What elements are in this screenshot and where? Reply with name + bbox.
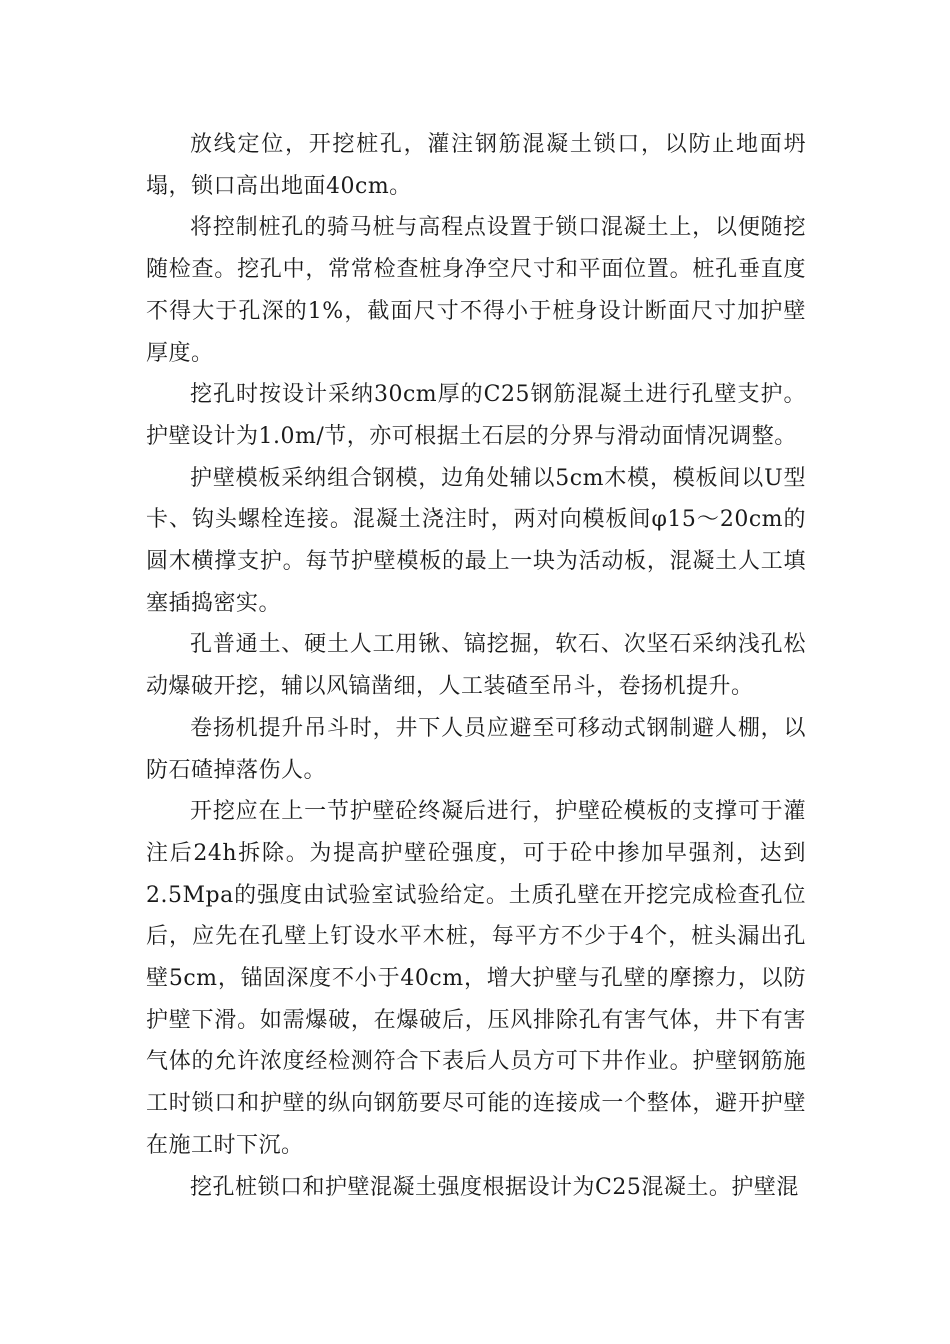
document-page (146, 124, 806, 1208)
paragraph-2: 将控制桩孔的骑马桩与高程点设置于锁口混凝土上，以便随挖随检查。挖孔中，常常检查桩身净空尺寸和平面位置。桩孔垂直度不得大于孔深的1%，截面尺寸不得小于桩身设计断面尺寸加护壁厚度。 (146, 215, 806, 366)
paragraph-4: 护壁模板采纳组合钢模，边角处辅以5cm木模，模板间以U型卡、钩头螺栓连接。混凝土浇注时，两对向模板间φ15～20cm的圆木横撑支护。每节护壁模板的最上一块为活动板，混凝土人工填塞插捣密实。 (146, 465, 806, 616)
paragraph-8: 挖孔桩锁口和护壁混凝土强度根据设计为C25混凝土。护壁混 (190, 1174, 799, 1200)
paragraph-7: 开挖应在上一节护壁砼终凝后进行，护壁砼模板的支撑可于灌注后24h拆除。为提高护壁砼强度，可于砼中掺加早强剂，达到2.5Mpa的强度由试验室试验给定。土质孔壁在开挖完成检查孔位后，应先在孔壁上钉设水平木桩，每平方不少于4个，桩头漏出孔壁5cm，锚固深度不小于40cm，增大护壁与孔壁的摩擦力，以防护壁下滑。如需爆破，在爆破后，压风排除孔有害气体，井下有害气体的允许浓度经检测符合下表后人员方可下井作业。护壁钢筋施工时锁口和护壁的纵向钢筋要尽可能的连接成一个整体，避开护壁在施工时下沉。 (146, 799, 806, 1158)
paragraph-5: 孔普通土、硬土人工用锹、镐挖掘，软石、次坚石采纳浅孔松动爆破开挖，辅以风镐凿细，人工装碴至吊斗，卷扬机提升。 (146, 632, 806, 700)
paragraph-1: 放线定位，开挖桩孔，灌注钢筋混凝土锁口，以防止地面坍塌，锁口高出地面40cm。 (146, 132, 806, 199)
paragraph-6: 卷扬机提升吊斗时，井下人员应避至可移动式钢制避人棚，以防石碴掉落伤人。 (146, 715, 806, 783)
paragraph-3: 挖孔时按设计采纳30cm厚的C25钢筋混凝土进行孔壁支护。护壁设计为1.0m/节，亦可根据土石层的分界与滑动面情况调整。 (146, 382, 806, 449)
